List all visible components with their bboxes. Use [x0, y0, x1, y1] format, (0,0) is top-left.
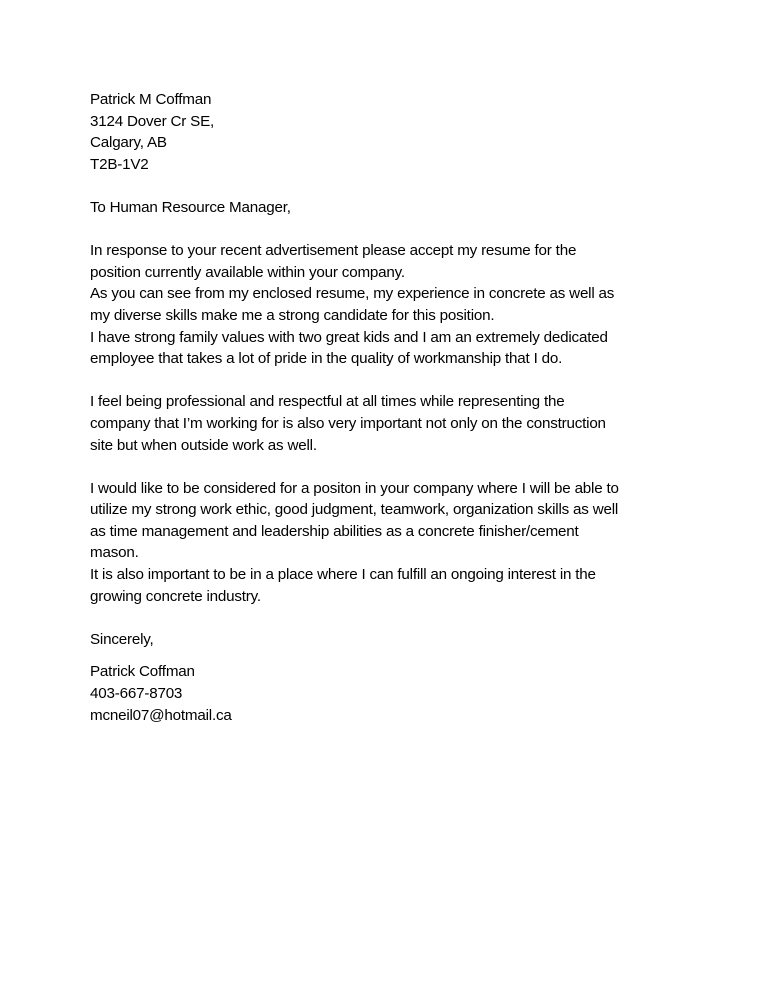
sender-city: Calgary, AB	[90, 134, 167, 152]
closing	[90, 629, 690, 651]
paragraph-line: position currently available within your company.	[90, 263, 405, 281]
paragraph-line: As you can see from my enclosed resume, my experience in concrete as well as	[90, 285, 615, 303]
spacer	[90, 607, 690, 629]
paragraph-line: growing concrete industry.	[90, 587, 261, 605]
closing-text: Sincerely,	[90, 630, 154, 648]
paragraph-line: employee that takes a lot of pride in the quality of workmanship that I do.	[90, 350, 563, 368]
paragraph-line: utilize my strong work ethic, good judgment, teamwork, organization skills as well	[90, 501, 619, 519]
spacer	[90, 650, 690, 661]
paragraph-line: I would like to be considered for a positon in your company where I will be able to	[90, 479, 619, 497]
paragraph-line: as time management and leadership abilities as a concrete finisher/cement	[90, 522, 579, 540]
paragraph-line: site but when outside work as well.	[90, 436, 317, 454]
paragraph-line: I feel being professional and respectful at all times while representing the	[90, 393, 565, 411]
paragraph-2	[90, 391, 690, 456]
paragraph-line: my diverse skills make me a strong candidate for this position.	[90, 306, 495, 324]
paragraph-line: I have strong family values with two great kids and I am an extremely dedicated	[90, 328, 608, 346]
spacer	[90, 219, 690, 241]
sender-street: 3124 Dover Cr SE,	[90, 112, 215, 130]
sender-name: Patrick M Coffman	[90, 91, 212, 108]
signature-name: Patrick Coffman	[90, 663, 195, 681]
spacer	[90, 175, 690, 197]
cover-letter	[90, 89, 690, 726]
spacer	[90, 370, 690, 392]
paragraph-line: It is also important to be in a place where I can fulfill an ongoing interest in the	[90, 566, 596, 584]
paragraph-line: company that I’m working for is also very important not only on the construction	[90, 414, 606, 432]
signature-phone: 403-667-8703	[90, 685, 183, 703]
paragraph-line: mason.	[90, 544, 139, 562]
paragraph-3	[90, 478, 690, 608]
sender-address	[90, 89, 690, 175]
sender-postal-code: T2B-1V2	[90, 155, 149, 173]
spacer	[90, 456, 690, 478]
signature-block	[90, 661, 690, 726]
salutation	[90, 197, 690, 219]
salutation-text: To Human Resource Manager,	[90, 198, 291, 216]
paragraph-1	[90, 240, 690, 370]
signature-email: mcneil07@hotmail.ca	[90, 706, 232, 724]
paragraph-line: In response to your recent advertisement please accept my resume for the	[90, 242, 577, 260]
